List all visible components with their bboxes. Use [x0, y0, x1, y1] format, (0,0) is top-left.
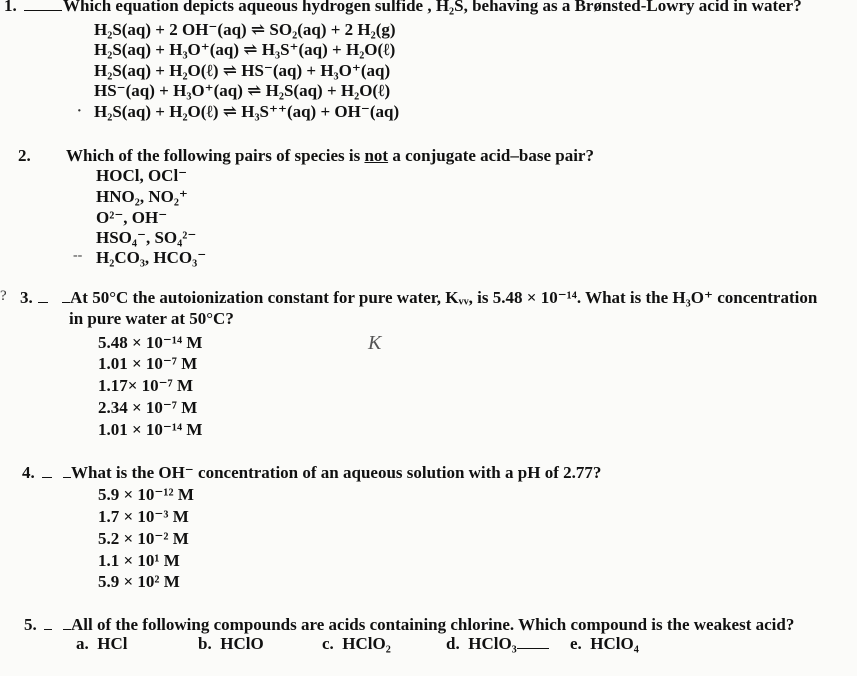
- question-1-option-e: H₂S(aq) + H₂O(ℓ) ⇌ H₃S⁺⁺(aq) + OH⁻(aq): [94, 102, 400, 121]
- question-1-option-a: H₂S(aq) + 2 OH⁻(aq) ⇌ SO₂(aq) + 2 H₂(g): [94, 20, 396, 39]
- question-3-option-c: 1.17× 10⁻⁷ M: [98, 376, 194, 395]
- question-1-option-d: HS⁻(aq) + H₃O⁺(aq) ⇌ H₂S(aq) + H₂O(ℓ): [94, 81, 391, 100]
- question-3-option-d: 2.34 × 10⁻⁷ M: [98, 398, 198, 417]
- question-5-option-d: d. HClO₃: [446, 634, 549, 654]
- question-1-stem: Which equation depicts aqueous hydrogen sulfide , H₂S, behaving as a Brønsted-Lowry acid in water?: [63, 0, 802, 15]
- question-4-stem: What is the OH⁻ concentration of an aqueous solution with a pH of 2.77?: [63, 463, 601, 483]
- question-3-stem-line-2: in pure water at 50°C?: [69, 309, 234, 328]
- question-2-stem: Which of the following pairs of species is not a conjugate acid–base pair?: [66, 146, 594, 165]
- question-1-option-c: H₂S(aq) + H₂O(ℓ) ⇌ HS⁻(aq) + H₃O⁺(aq): [94, 61, 391, 80]
- question-4-option-d: 1.1 × 10¹ M: [98, 551, 180, 570]
- question-1-number: 1.: [4, 0, 17, 15]
- question-4-option-c: 5.2 × 10⁻² M: [98, 529, 189, 548]
- question-2-number: 2.: [18, 146, 31, 165]
- question-5-stem: All of the following compounds are acids containing chlorine. Which compound is the weakest acid?: [63, 615, 794, 635]
- question-3-option-b: 1.01 × 10⁻⁷ M: [98, 354, 198, 373]
- question-5-option-c: c. HClO₂: [322, 634, 391, 653]
- question-4-option-b: 1.7 × 10⁻³ M: [98, 507, 189, 526]
- question-3-answer-blank[interactable]: [38, 288, 48, 308]
- question-5-option-a: a. HCl: [76, 634, 128, 653]
- question-5-number: 5.: [24, 615, 37, 634]
- question-3-handwritten-question-mark: ?: [0, 288, 7, 304]
- question-5-answer-blank[interactable]: [44, 615, 52, 635]
- question-1-option-b: H₂S(aq) + H₃O⁺(aq) ⇌ H₃S⁺(aq) + H₂O(ℓ): [94, 40, 396, 59]
- question-2-option-c: O²⁻, OH⁻: [96, 208, 168, 227]
- question-5-option-e: e. HClO₄: [570, 634, 639, 653]
- question-2-option-a: HOCl, OCl⁻: [96, 166, 188, 185]
- question-3-option-e: 1.01 × 10⁻¹⁴ M: [98, 420, 203, 439]
- question-2-option-d: HSO₄⁻, SO₄²⁻: [96, 228, 197, 247]
- question-4-option-e: 5.9 × 10² M: [98, 572, 180, 591]
- question-3-handwritten-note: K: [368, 332, 382, 354]
- question-4-number: 4.: [22, 463, 35, 482]
- question-3-stem-line-1: At 50°C the autoionization constant for pure water, Kᵥᵥ, is 5.48 × 10⁻¹⁴. What is the H₃O⁺ concentration: [62, 288, 817, 308]
- question-2-option-e: H₂CO₃, HCO₃⁻: [96, 248, 207, 267]
- question-4-option-a: 5.9 × 10⁻¹² M: [98, 485, 194, 504]
- question-3-option-a: 5.48 × 10⁻¹⁴ M: [98, 333, 203, 352]
- question-1-handwritten-dot: ·: [76, 100, 83, 122]
- question-4-answer-blank[interactable]: [42, 463, 52, 483]
- question-3-number: 3.: [20, 288, 33, 307]
- question-1-answer-blank[interactable]: [24, 0, 62, 16]
- question-2-handwritten-dash: --: [73, 248, 83, 263]
- question-5-option-b: b. HClO: [198, 634, 264, 653]
- question-2-option-b: HNO₂, NO₂⁺: [96, 187, 188, 206]
